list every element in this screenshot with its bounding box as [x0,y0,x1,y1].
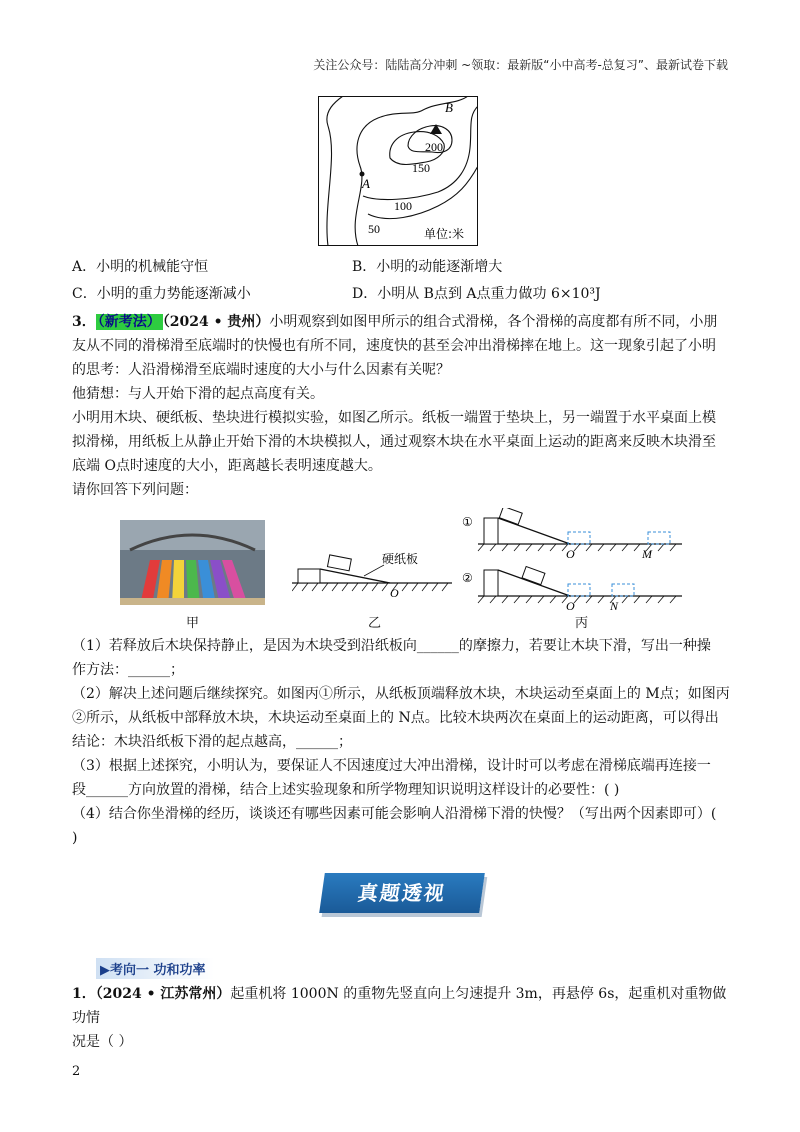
label-a: A [362,176,370,191]
page-number: 2 [72,1064,81,1079]
caption-yi: 乙 [368,616,382,631]
question-source: （2024 • 江苏常州） [95,986,231,1002]
option-b: B．小明的动能逐渐增大 [352,259,503,275]
label-case-1: ① [462,515,473,529]
caption-jia: 甲 [186,616,200,631]
new-method-tag: （新考法） [97,314,161,330]
option-d: D．小明从 B点到 A点重力做功 6×10³J [352,286,601,302]
option-a: A．小明的机械能守恒 [72,259,209,275]
question-1: 1．（2024 • 江苏常州）起重机将 1000N 的重物先竖直向上匀速提升 3m，再悬停 6s，起重机对重物做功情 况是（ ） [72,986,727,1050]
contour-map-figure [318,96,478,246]
water-slide-photo [120,520,265,605]
label-b: B [445,100,453,115]
figure-bing [462,508,692,618]
banner-title: 真题透视 [319,873,485,913]
section-heading: ▶考向一 功和功率 [96,958,214,979]
question-number: 1． [72,986,96,1002]
label-hard-board: 硬纸板 [382,552,419,566]
label-case-2: ② [462,571,473,585]
caption-bing: 丙 [575,616,589,631]
question-3-stem: 3． （新考法） （2024 • 贵州）小明观察到如图甲所示的组合式滑梯，各个滑梯的高度都有所不同，小朋 友从不同的滑梯滑至底端时的快慢也有所不同，速度快的甚至会冲出滑梯摔在地上。这一现象引起了小明 的思考：人沿滑梯滑至底端时速度的大小与什么因素有关呢？ 他猜想：与人开始下滑的起点高度有关。 小明用木块、硬纸板、垫块进行模拟实验，如图乙所示。纸板一端置于垫块上，另一端置于水平桌面上模 拟滑梯，用纸板上从静止开始下滑的木块模拟人，通过观察木块在水平桌面上运动的距离来反映木块滑至 底端 O点时速度的大小，距离越长表明速度越大。 请你回答下列问题： [72,314,718,498]
question-number: 3． [72,314,96,330]
label-m: M [642,547,652,561]
page-header: 关注公众号：陆陆高分冲刺 ~领取：最新版“小中高考-总复习”、最新试卷下载 [313,58,728,72]
unit-label: 单位:米 [424,227,465,241]
contour-label-200: 200 [425,140,443,154]
section-banner [322,873,482,923]
contour-label-50: 50 [368,222,380,236]
label-n: N [610,599,619,613]
option-c: C．小明的重力势能逐渐减小 [72,286,251,302]
label-o-2: O [566,599,575,613]
label-o-1: O [566,547,575,561]
figure-yi [292,545,452,605]
contour-label-100: 100 [394,199,412,213]
label-o-yi: O [390,586,399,600]
question-source: （2024 • 贵州） [162,314,270,330]
contour-label-150: 150 [412,161,430,175]
question-3-parts: （1）若释放后木块保持静止，是因为木块受到沿纸板向______的摩擦力，若要让木块下滑，写出一种操 作方法：______； （2）解决上述问题后继续探究。如图丙①所示，从纸板顶端释放木块，木块运动至桌面上的 M点；如图丙 ②所示，从纸板中部释放木块，木块运动至桌面上的 N点。比较木块两次在桌面上的运动距离，可以得出 结论：木块沿纸板下滑的起点越高，______； （3）根据上述探究，小明认为，要保证人不因速度过大冲出滑梯，设计时可以考虑在滑梯底端再连接一 段______方向放置的滑梯，结合上述实验现象和所学物理知识说明这样设计的必要性：( ) （4）结合你坐滑梯的经历，谈谈还有哪些因素可能会影响人沿滑梯下滑的快慢？（写出两个因素即可）( ) [72,638,730,846]
